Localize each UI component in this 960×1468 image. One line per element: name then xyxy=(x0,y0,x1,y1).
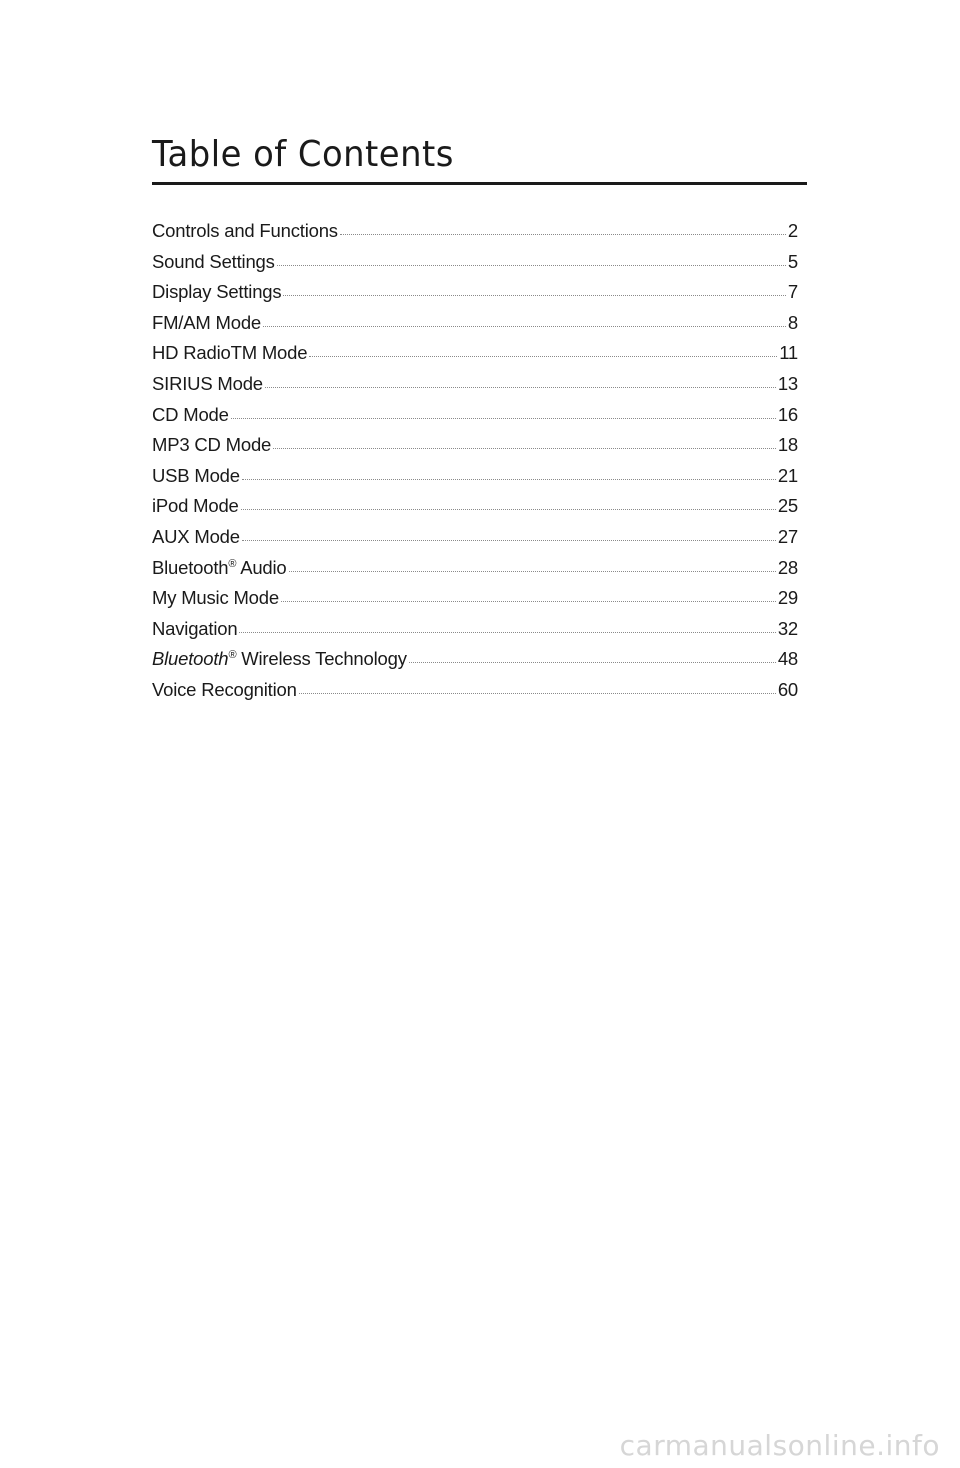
toc-entry-title xyxy=(152,281,281,303)
toc-entry-title-text: Bluetooth xyxy=(152,556,229,578)
toc-entry-title-text: iPod Mode xyxy=(152,495,239,517)
dot-leader xyxy=(289,570,776,572)
toc-entry-page-number: 13 xyxy=(777,372,798,394)
dot-leader xyxy=(263,325,786,327)
toc-entry-page-number: 27 xyxy=(777,525,798,547)
toc-entry[interactable] xyxy=(152,495,798,526)
dot-leader xyxy=(283,294,785,296)
toc-entry-title xyxy=(152,648,407,670)
toc-entry-title-text: SIRIUS Mode xyxy=(152,372,263,394)
toc-entry-page-number: 28 xyxy=(777,556,798,578)
dot-leader xyxy=(281,600,776,602)
dot-leader xyxy=(241,508,776,510)
toc-entry-page-number: 8 xyxy=(787,311,798,333)
toc-entry-page-number: 5 xyxy=(787,250,798,272)
toc-entry-title xyxy=(152,679,297,701)
toc-entry-title-suffix: Audio xyxy=(236,556,287,578)
toc-entry-title-text: My Music Mode xyxy=(152,587,279,609)
dot-leader xyxy=(277,264,786,266)
toc-entry[interactable] xyxy=(152,587,798,618)
dot-leader xyxy=(239,631,775,633)
toc-entry-title-text: Controls and Functions xyxy=(152,220,338,241)
toc-entry-title xyxy=(152,342,307,364)
toc-entry[interactable] xyxy=(152,557,798,588)
toc-entry-title-text: MP3 CD Mode xyxy=(152,434,272,456)
toc-entry-title-text: USB Mode xyxy=(152,464,240,486)
toc-entry[interactable] xyxy=(152,618,798,649)
toc-entry-page-number: 16 xyxy=(777,403,798,425)
toc-entry[interactable] xyxy=(152,373,798,404)
toc-entry-title xyxy=(152,618,237,640)
dot-leader xyxy=(242,478,776,480)
toc-entry-title xyxy=(152,373,263,395)
toc-entry-title-text: Bluetooth xyxy=(152,648,229,670)
toc-entry[interactable] xyxy=(152,434,798,465)
toc-entry-title xyxy=(152,465,240,487)
toc-entry-page-number: 21 xyxy=(777,464,798,486)
toc-entry-title xyxy=(152,557,287,579)
toc-entry-page-number: 25 xyxy=(777,495,798,517)
toc-entry[interactable] xyxy=(152,312,798,343)
toc-entry-title xyxy=(152,404,229,426)
watermark: carmanualsonline.info xyxy=(619,1429,940,1462)
toc-entry[interactable] xyxy=(152,342,798,373)
registered-mark: ® xyxy=(228,557,237,570)
dot-leader xyxy=(309,355,777,357)
toc-entry[interactable] xyxy=(152,465,798,496)
dot-leader xyxy=(265,386,776,388)
dot-leader xyxy=(231,417,776,419)
toc-entry[interactable] xyxy=(152,404,798,435)
toc-entry-title-suffix: Wireless Technology xyxy=(236,648,407,670)
dot-leader xyxy=(273,447,776,449)
toc-entry-title-text: Navigation xyxy=(152,617,238,639)
toc-entry[interactable] xyxy=(152,648,798,679)
toc-entry-title xyxy=(152,220,338,242)
toc-entry-title-text: HD RadioTM Mode xyxy=(152,342,308,364)
toc-entry-title-text: CD Mode xyxy=(152,403,229,425)
toc-entry[interactable] xyxy=(152,251,798,282)
toc-entry-title xyxy=(152,495,239,517)
toc-entry-page-number: 7 xyxy=(787,281,798,303)
toc-entry-title-text: AUX Mode xyxy=(152,525,240,547)
dot-leader xyxy=(409,661,776,663)
registered-mark: ® xyxy=(228,649,237,662)
toc-entry-page-number: 11 xyxy=(779,342,798,364)
toc-entry[interactable] xyxy=(152,281,798,312)
toc-entry-title xyxy=(152,312,261,334)
toc-entry-page-number: 18 xyxy=(777,434,798,456)
toc-entry[interactable] xyxy=(152,679,798,710)
toc-entry-page-number: 48 xyxy=(777,648,798,670)
toc-entry-page-number: 60 xyxy=(777,678,798,700)
toc-entry-title-text: FM/AM Mode xyxy=(152,311,262,333)
toc-entry-page-number: 2 xyxy=(787,220,798,241)
page-title: Table of Contents xyxy=(152,134,454,175)
toc-entry[interactable] xyxy=(152,220,798,251)
toc-list xyxy=(152,220,798,710)
toc-entry-title xyxy=(152,526,240,548)
dot-leader xyxy=(299,692,776,694)
title-rule xyxy=(152,182,807,185)
toc-entry-page-number: 29 xyxy=(777,587,798,609)
toc-entry[interactable] xyxy=(152,526,798,557)
dot-leader xyxy=(340,233,786,235)
toc-entry-title xyxy=(152,587,279,609)
toc-entry-title xyxy=(152,251,275,273)
toc-entry-title-text: Voice Recognition xyxy=(152,678,297,700)
toc-entry-page-number: 32 xyxy=(777,617,798,639)
toc-entry-title xyxy=(152,434,271,456)
toc-entry-title-text: Display Settings xyxy=(152,281,282,303)
toc-entry-title-text: Sound Settings xyxy=(152,250,275,272)
dot-leader xyxy=(242,539,776,541)
